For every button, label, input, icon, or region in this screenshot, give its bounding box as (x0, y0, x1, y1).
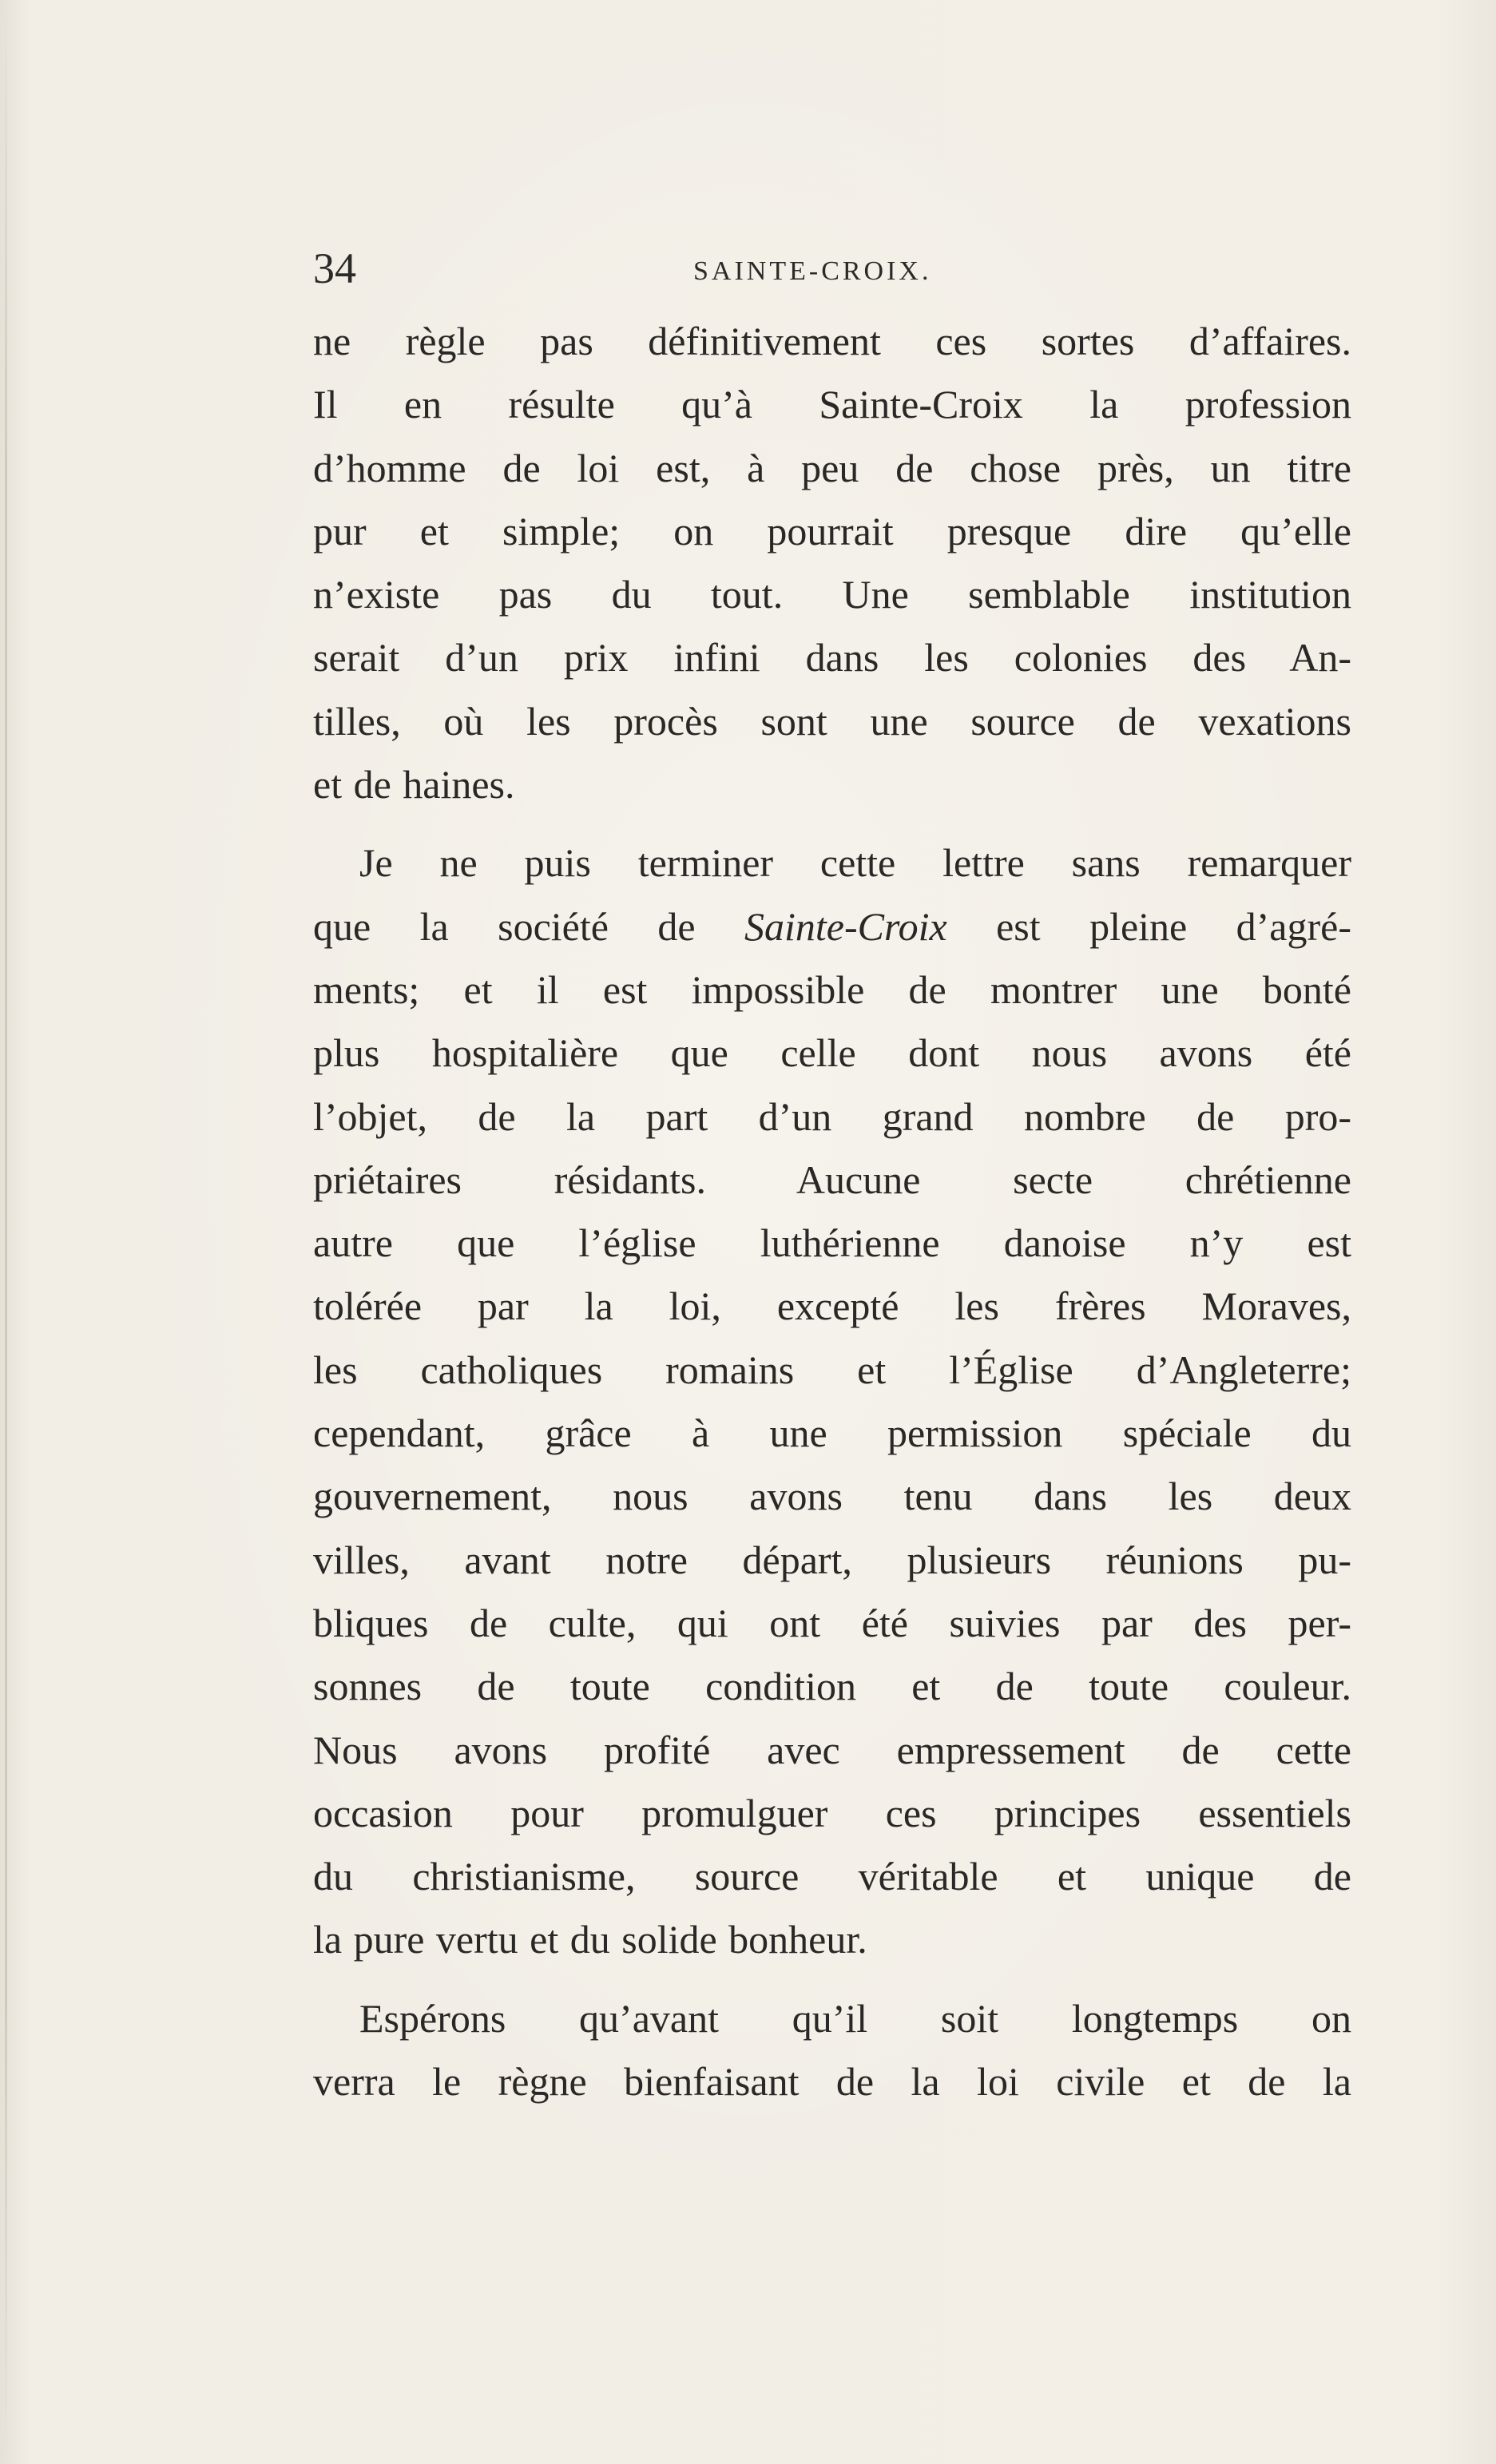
text-line: pur et simple; on pourrait presque dire qu’elle (313, 508, 1351, 554)
text-line: Il en résulte qu’à Sainte-Croix la profession (313, 382, 1351, 427)
text-line: cependant, grâce à une permission spéciale du (313, 1411, 1351, 1456)
text-line: n’existe pas du tout. Une semblable institution (313, 572, 1351, 617)
text-fragment: est pleine d’agré- (946, 903, 1351, 949)
text-line: verra le règne bienfaisant de la loi civile et de la (313, 2059, 1351, 2105)
text-line: Je ne puis terminer cette lettre sans remarquer (359, 840, 1351, 886)
running-head (313, 236, 1351, 300)
text-line: Espérons qu’avant qu’il soit longtemps on (359, 1995, 1351, 2041)
text-line: occasion pour promulguer ces principes essentiels (313, 1790, 1351, 1835)
text-line: ments; et il est impossible de montrer une bonté (313, 966, 1351, 1012)
text-line: Nous avons profité avec empressement de cette (313, 1727, 1351, 1772)
text-line: sonnes de toute condition et de toute couleur. (313, 1664, 1351, 1709)
text-line: plus hospitalière que celle dont nous avons été (313, 1030, 1351, 1076)
text-line: et de haines. (313, 762, 515, 807)
text-line: du christianisme, source véritable et unique de (313, 1854, 1351, 1899)
paragraph-gap (313, 816, 1351, 831)
text-line: serait d’un prix infini dans les colonies des An- (313, 635, 1351, 680)
text-line: priétaires résidants. Aucune secte chrétienne (313, 1157, 1351, 1202)
text-line: d’homme de loi est, à peu de chose près, un titre (313, 445, 1351, 490)
text-line: tolérée par la loi, excepté les frères Moraves, (313, 1284, 1351, 1329)
running-title: SAINTE-CROIX. (693, 256, 932, 286)
page-number: 34 (313, 244, 356, 292)
text-line: ne règle pas définitivement ces sortes d’affaires. (313, 319, 1351, 363)
text-line: les catholiques romains et l’Église d’Angleterre; (313, 1347, 1351, 1392)
text-line: gouvernement, nous avons tenu dans les deux (313, 1474, 1351, 1519)
text-line: la pure vertu et du solide bonheur. (313, 1917, 867, 1962)
binding-edge (5, 0, 7, 2464)
italic-place-name: Sainte-Croix (744, 903, 947, 949)
paragraph-gap (313, 1972, 1351, 1987)
text-fragment: que la société de (313, 903, 744, 949)
text-line-mixed (313, 895, 1351, 958)
text-line: tilles, où les procès sont une source de vexations (313, 698, 1351, 744)
body-text (313, 310, 1351, 2113)
text-line: autre que l’église luthérienne danoise n’y est (313, 1220, 1351, 1266)
text-line: villes, avant notre départ, plusieurs réunions pu- (313, 1537, 1351, 1582)
text-line: bliques de culte, qui ont été suivies par des per- (313, 1600, 1351, 1645)
text-line: l’objet, de la part d’un grand nombre de pro- (313, 1093, 1351, 1139)
